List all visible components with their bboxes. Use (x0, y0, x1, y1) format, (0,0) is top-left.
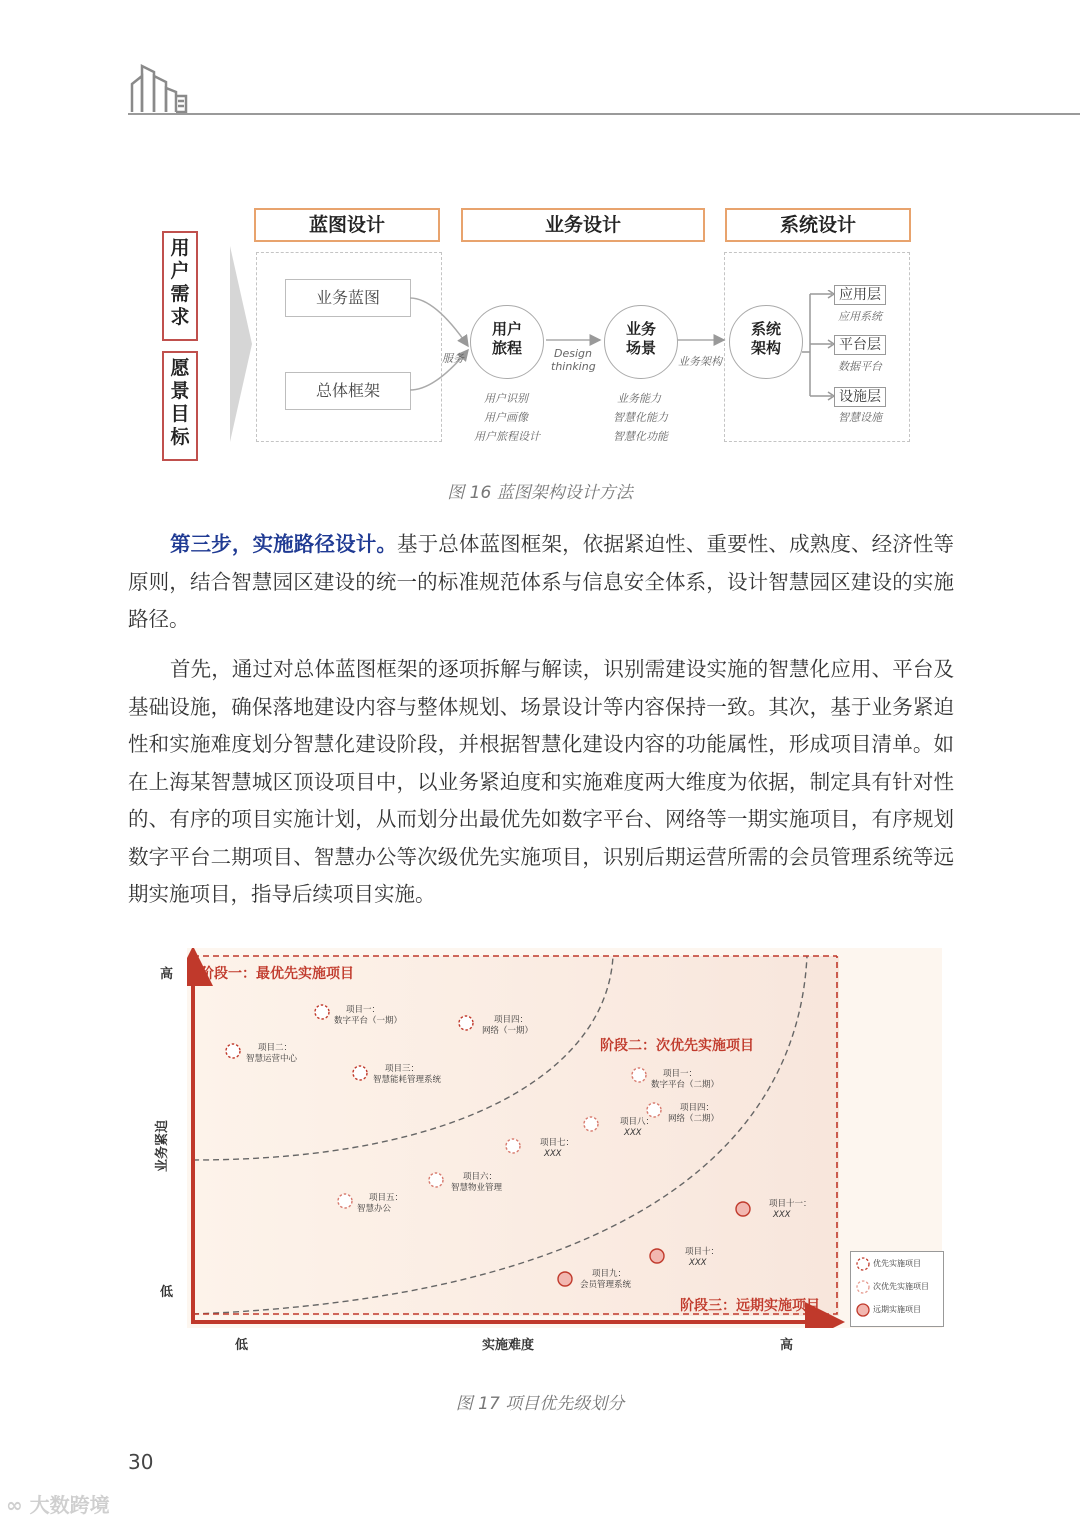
phase-1-label: 阶段一：最优先实施项目 (200, 966, 354, 982)
building-logo-icon (128, 62, 190, 118)
note-line: 用户旅程设计 (474, 430, 540, 443)
project-name: 网络（二期） (668, 1114, 720, 1124)
project-id: 项目六： (463, 1172, 498, 1182)
overall-framework-box: 总体框架 (285, 372, 411, 410)
project-name: 会员管理系统 (580, 1280, 632, 1290)
project-label (482, 1015, 533, 1037)
legend-long-term: 远期实施项目 (873, 1305, 921, 1314)
circle-line: 用户 (491, 320, 522, 338)
watermark-logo-icon: ∞ (6, 1493, 23, 1517)
project-marker-icon (336, 1192, 354, 1210)
note-line: 用户画像 (484, 411, 528, 424)
watermark (6, 1489, 110, 1518)
project-name: 数字平台（二期） (651, 1080, 720, 1090)
project-marker-icon (224, 1042, 242, 1060)
circle-line: 业务 (625, 320, 656, 338)
stage-business-design: 业务设计 (461, 208, 705, 242)
project-id: 项目二： (258, 1043, 293, 1053)
project-label (608, 1117, 654, 1139)
note-line: 用户识别 (484, 392, 528, 405)
header-rule (128, 113, 1080, 115)
x-axis-high: 高 (780, 1338, 794, 1353)
vision-goals-text: 愿景目标 (170, 357, 190, 448)
stage-system-design: 系统设计 (725, 208, 911, 242)
note-line: 智慧化功能 (613, 430, 668, 443)
stage-blueprint-design: 蓝图设计 (254, 208, 440, 242)
project-id: 项目四： (494, 1015, 529, 1025)
platform-layer-box: 平台层 (834, 335, 886, 355)
step3-heading: 第三步，实施路径设计。 (170, 532, 397, 556)
project-name: 智慧能耗管理系统 (373, 1075, 442, 1085)
project-marker-icon (457, 1014, 475, 1032)
design-thinking-line1: Design (554, 347, 592, 360)
user-journey-circle (470, 305, 544, 379)
step3-text: 基于总体蓝图框架，依据紧迫性、重要性、成熟度、经济性等原则，结合智慧园区建设的统一的标准规范体系与信息安全体系，设计智慧园区建设的实施路径。 (128, 532, 955, 631)
paragraph-step3 (128, 526, 954, 639)
watermark-text: 大数跨境 (29, 1493, 110, 1517)
project-id: 项目一： (346, 1005, 381, 1015)
circle-line: 架构 (750, 339, 781, 357)
platform-layer-sub: 数据平台 (838, 360, 882, 373)
project-name: 数字平台（一期） (334, 1016, 403, 1026)
project-id: 项目三： (385, 1064, 420, 1074)
project-marker-icon (351, 1064, 369, 1082)
project-id: 项目四： (680, 1103, 715, 1113)
x-axis-title: 实施难度 (482, 1338, 535, 1353)
business-architecture-label: 业务架构 (678, 355, 722, 368)
application-layer-sub: 应用系统 (838, 310, 882, 323)
chart-legend (850, 1251, 944, 1327)
project-label (668, 1103, 719, 1125)
layer-bracket (802, 290, 836, 402)
user-needs-label (162, 231, 198, 341)
project-marker-icon (648, 1247, 666, 1265)
design-thinking-line2: thinking (551, 360, 596, 373)
project-name: 智慧物业管理 (451, 1183, 503, 1193)
project-name: 智慧办公 (357, 1204, 392, 1214)
y-axis-title: 业务紧迫 (155, 1119, 170, 1172)
business-blueprint-box: 业务蓝图 (285, 279, 411, 317)
figure-16-caption: 图 16 蓝图架构设计方法 (447, 483, 633, 503)
circle-line: 系统 (750, 320, 781, 338)
facility-layer-box: 设施层 (834, 387, 886, 407)
chevron-arrow-icon (228, 244, 254, 444)
note-line: 业务能力 (617, 392, 661, 405)
project-label (451, 1172, 502, 1194)
business-scenario-notes (613, 389, 668, 446)
project-label (246, 1043, 297, 1065)
project-name: 网络（一期） (482, 1026, 534, 1036)
project-label (334, 1005, 402, 1027)
project-id: 项目一： (663, 1069, 698, 1079)
project-marker-icon (582, 1115, 600, 1133)
project-id: 项目十： (685, 1247, 720, 1257)
user-needs-text: 用户需求 (170, 237, 190, 328)
project-marker-icon (556, 1270, 574, 1288)
project-label (673, 1247, 719, 1269)
y-axis-low: 低 (160, 1285, 174, 1300)
circle-line: 旅程 (491, 339, 522, 357)
project-name: XXX (544, 1149, 562, 1159)
y-axis-high: 高 (160, 967, 174, 982)
circle-line: 场景 (625, 339, 656, 357)
project-marker-icon (630, 1066, 648, 1084)
application-layer-box: 应用层 (834, 285, 886, 305)
legend-secondary: 次优先实施项目 (873, 1282, 929, 1291)
project-name: XXX (624, 1128, 642, 1138)
project-marker-icon (427, 1171, 445, 1189)
project-name: XXX (773, 1210, 791, 1220)
business-scenario-circle (604, 305, 678, 379)
project-marker-icon (734, 1200, 752, 1218)
project-label (757, 1199, 812, 1221)
note-line: 智慧化能力 (613, 411, 668, 424)
project-label (651, 1069, 719, 1091)
paragraph-details: 首先，通过对总体蓝图框架的逐项拆解与解读，识别需建设实施的智慧化应用、平台及基础设施，确保落地建设内容与整体规划、场景设计等内容保持一致。其次，基于业务紧迫性和实施难度划分智慧化建设阶段，并根据智慧化建设内容的功能属性，形成项目清单。如在上海某智慧城区顶设项目中，以业务紧迫度和实施难度两大维度为依据，制定具有针对性的、有序的项目实施计划，从而划分出最优先如数字平台、网络等一期实施项目，有序规划数字平台二期项目、智慧办公等次级优先实施项目，识别后期运营所需的会员管理系统等远期实施项目，指导后续项目实施。 (128, 657, 954, 906)
project-marker-icon (504, 1137, 522, 1155)
project-label (528, 1138, 574, 1160)
project-name: 智慧运营中心 (246, 1054, 298, 1064)
project-id: 项目八： (620, 1117, 655, 1127)
facility-layer-sub: 智慧设施 (838, 411, 882, 424)
project-id: 项目九： (592, 1269, 627, 1279)
project-id: 项目七： (540, 1138, 575, 1148)
legend-priority: 优先实施项目 (873, 1259, 921, 1268)
system-architecture-circle (729, 305, 803, 379)
phase-3-label: 阶段三：远期实施项目 (680, 1298, 820, 1314)
project-name: XXX (689, 1258, 707, 1268)
project-id: 项目十一： (769, 1199, 812, 1209)
project-label (580, 1269, 631, 1291)
service-label: 服务 (442, 352, 464, 365)
project-label (373, 1064, 441, 1086)
user-journey-notes (474, 389, 540, 446)
figure-17-caption: 图 17 项目优先级划分 (455, 1394, 625, 1414)
vision-goals-label (162, 351, 198, 461)
project-id: 项目五： (369, 1193, 404, 1203)
page-number: 30 (128, 1450, 154, 1474)
x-axis-low: 低 (235, 1338, 249, 1353)
connector-arrows (410, 290, 730, 400)
project-label (357, 1193, 403, 1215)
phase-2-label: 阶段二：次优先实施项目 (600, 1038, 754, 1054)
project-marker-icon (313, 1003, 331, 1021)
